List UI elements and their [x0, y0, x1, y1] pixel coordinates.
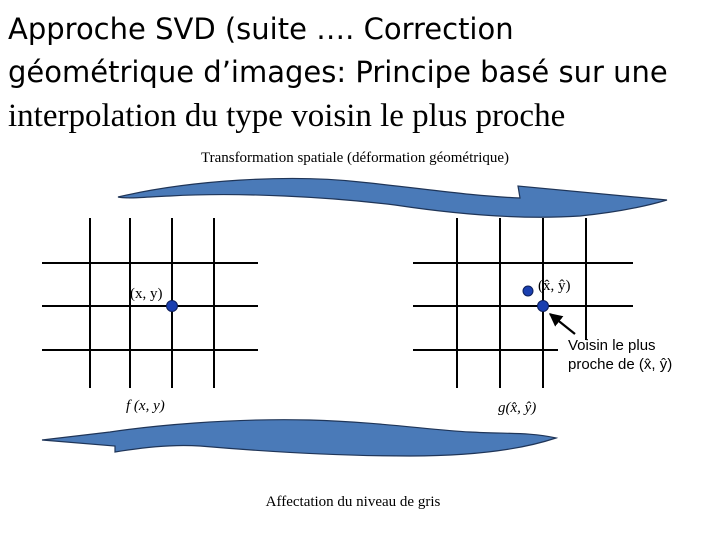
- source-pixel-point: [167, 301, 178, 312]
- title-line-1: Approche SVD (suite …. Correction: [8, 12, 514, 46]
- gray-level-assignment-arrow: [42, 420, 556, 456]
- nearest-label-line-1: Voisin le plus: [568, 337, 656, 354]
- source-point-label: (x, y): [130, 286, 163, 302]
- source-function-label: f (x, y): [126, 398, 165, 414]
- nearest-neighbor-pointer: [550, 314, 575, 334]
- source-grid: [42, 218, 258, 388]
- nearest-neighbor-point: [538, 301, 549, 312]
- mapped-point: [523, 286, 533, 296]
- title-line-3: interpolation du type voisin le plus proche: [8, 98, 566, 134]
- title-line-2: géométrique d’images: Principe basé sur une: [8, 55, 668, 89]
- bottom-arrow-label: Affectation du niveau de gris: [265, 494, 441, 510]
- mapped-point-label: (x̂, ŷ): [538, 278, 571, 294]
- top-arrow-label: Transformation spatiale (déformation géométrique): [200, 150, 510, 166]
- spatial-transformation-arrow: [118, 178, 667, 217]
- output-function-label: g(x̂, ŷ): [498, 400, 537, 416]
- nearest-label-line-2: proche de (x̂, ŷ): [568, 356, 673, 373]
